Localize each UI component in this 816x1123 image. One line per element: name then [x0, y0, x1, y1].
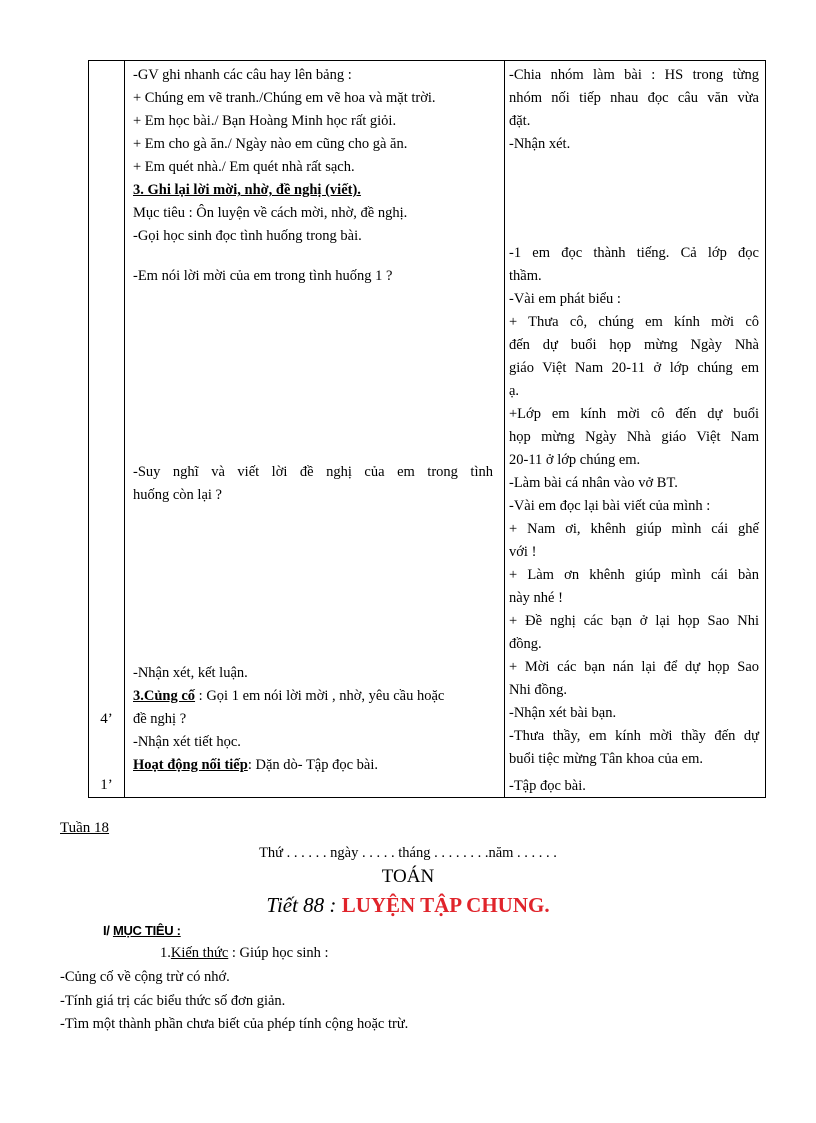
student-line: +Lớp em kính mời cô đến dự buổi	[509, 406, 759, 422]
teacher-activity-closing	[133, 662, 493, 777]
student-line: giáo Việt Nam 20-11 ở lớp chúng em	[509, 360, 759, 376]
lesson-title	[0, 893, 816, 918]
knowledge-label: Kiến thức	[170, 945, 229, 961]
teacher-line: -GV ghi nhanh các câu hay lên bảng :	[133, 67, 352, 83]
consolidate-label: 3.Củng cố	[133, 688, 196, 704]
section-objective: Mục tiêu : Ôn luyện về cách mời, nhờ, đề nghị.	[133, 205, 408, 221]
student-line: buổi tiệc mừng Tân khoa của em.	[509, 751, 704, 767]
teacher-line: -Gọi học sinh đọc tình huống trong bài.	[133, 228, 362, 244]
teacher-line: + Em quét nhà./ Em quét nhà rất sạch.	[133, 159, 355, 175]
knowledge-text: : Giúp học sinh :	[228, 945, 329, 961]
student-line: -Nhận xét.	[509, 136, 571, 152]
week-label: Tuần 18	[60, 820, 110, 836]
student-activity-top	[509, 64, 759, 156]
lesson-prefix: Tiết 88 :	[266, 893, 342, 917]
student-line: -Vài em phát biểu :	[509, 291, 621, 307]
date-line: Thứ . . . . . . ngày . . . . . tháng . . . . . . . .năm . . . . . .	[259, 845, 557, 861]
next-activity-line	[133, 754, 493, 777]
lesson-name: LUYỆN TẬP CHUNG.	[341, 893, 550, 917]
teacher-line: huống còn lại ?	[133, 487, 222, 503]
objective-item: -Củng cố về cộng trừ có nhớ.	[60, 969, 230, 985]
student-line: này nhé !	[509, 590, 563, 606]
student-line: Nhi đồng.	[509, 682, 567, 698]
subject-title: TOÁN	[381, 866, 435, 887]
teacher-activity-column	[133, 64, 493, 248]
section-3-title: 3. Ghi lại lời mời, nhờ, đề nghị (viết).	[133, 182, 361, 198]
next-activity-label: Hoạt động nối tiếp	[133, 757, 248, 773]
student-line: -Chia nhóm làm bài : HS trong từng	[509, 67, 759, 83]
student-line: đồng.	[509, 636, 542, 652]
student-line: -Nhận xét bài bạn.	[509, 705, 617, 721]
table-divider-time	[124, 61, 125, 797]
teacher-line: -Em nói lời mời của em trong tình huống 1 ?	[133, 268, 393, 284]
student-line: nhóm nối tiếp nhau đọc câu văn vừa	[509, 90, 759, 106]
student-line: + Thưa cô, chúng em kính mời cô	[509, 314, 759, 330]
next-activity-text: : Dặn dò- Tập đọc bài.	[247, 757, 379, 773]
table-divider-activity	[504, 61, 505, 797]
student-line: + Nam ơi, khênh giúp mình cái ghế	[509, 521, 759, 537]
teacher-line: + Em học bài./ Bạn Hoàng Minh học rất giỏi.	[133, 113, 397, 129]
section-1-title: MỤC TIÊU :	[112, 923, 181, 938]
student-line: -1 em đọc thành tiếng. Cả lớp đọc	[509, 245, 759, 261]
teacher-activity-invite	[133, 265, 493, 288]
student-line: họp mừng Ngày Nhà giáo Việt Nam	[509, 429, 759, 445]
objective-item: -Tính giá trị các biểu thức số đơn giản.	[60, 993, 286, 1009]
consolidate-text: : Gọi 1 em nói lời mời , nhờ, yêu cầu hoặc	[195, 688, 445, 704]
student-line: ạ.	[509, 383, 520, 399]
student-line: + Đề nghị các bạn ở lại họp Sao Nhi	[509, 613, 759, 629]
student-line: + Mời các bạn nán lại để dự họp Sao	[509, 659, 759, 675]
student-line: thầm.	[509, 268, 542, 284]
student-line: đặt.	[509, 113, 531, 129]
lesson-table	[88, 60, 766, 798]
teacher-line: -Suy nghĩ và viết lời đề nghị của em trong tình	[133, 464, 493, 480]
teacher-line: + Chúng em vẽ tranh./Chúng em vẽ hoa và mặt trời.	[133, 90, 436, 106]
section-1-prefix: I/	[103, 923, 113, 938]
teacher-activity-suggest	[133, 461, 493, 507]
time-mark-next: 1’	[100, 777, 113, 793]
section-1-heading	[103, 923, 181, 938]
student-line: 20-11 ở lớp chúng em.	[509, 452, 641, 468]
student-line: -Tập đọc bài.	[509, 778, 586, 794]
objective-item: -Tìm một thành phần chưa biết của phép tính cộng hoặc trừ.	[60, 1016, 409, 1032]
student-line: + Làm ơn khênh giúp mình cái bàn	[509, 567, 759, 583]
knowledge-number: 1.	[160, 945, 171, 961]
consolidate-line	[133, 685, 493, 708]
teacher-line: -Nhận xét, kết luận.	[133, 665, 248, 681]
student-line: -Làm bài cá nhân vào vở BT.	[509, 475, 678, 491]
student-activity-main	[509, 242, 759, 771]
student-line: -Thưa thầy, em kính mời thầy đến dự	[509, 728, 759, 744]
student-line: -Vài em đọc lại bài viết của mình :	[509, 498, 711, 514]
student-line: với !	[509, 544, 537, 560]
teacher-line: đề nghị ?	[133, 711, 187, 727]
time-mark-consolidate: 4’	[100, 711, 113, 727]
teacher-line: + Em cho gà ăn./ Ngày nào em cũng cho gà ăn.	[133, 136, 408, 152]
student-activity-final	[509, 775, 759, 798]
student-line: đến dự buổi họp mừng Ngày Nhà	[509, 337, 759, 353]
knowledge-line	[160, 945, 329, 962]
teacher-line: -Nhận xét tiết học.	[133, 734, 241, 750]
